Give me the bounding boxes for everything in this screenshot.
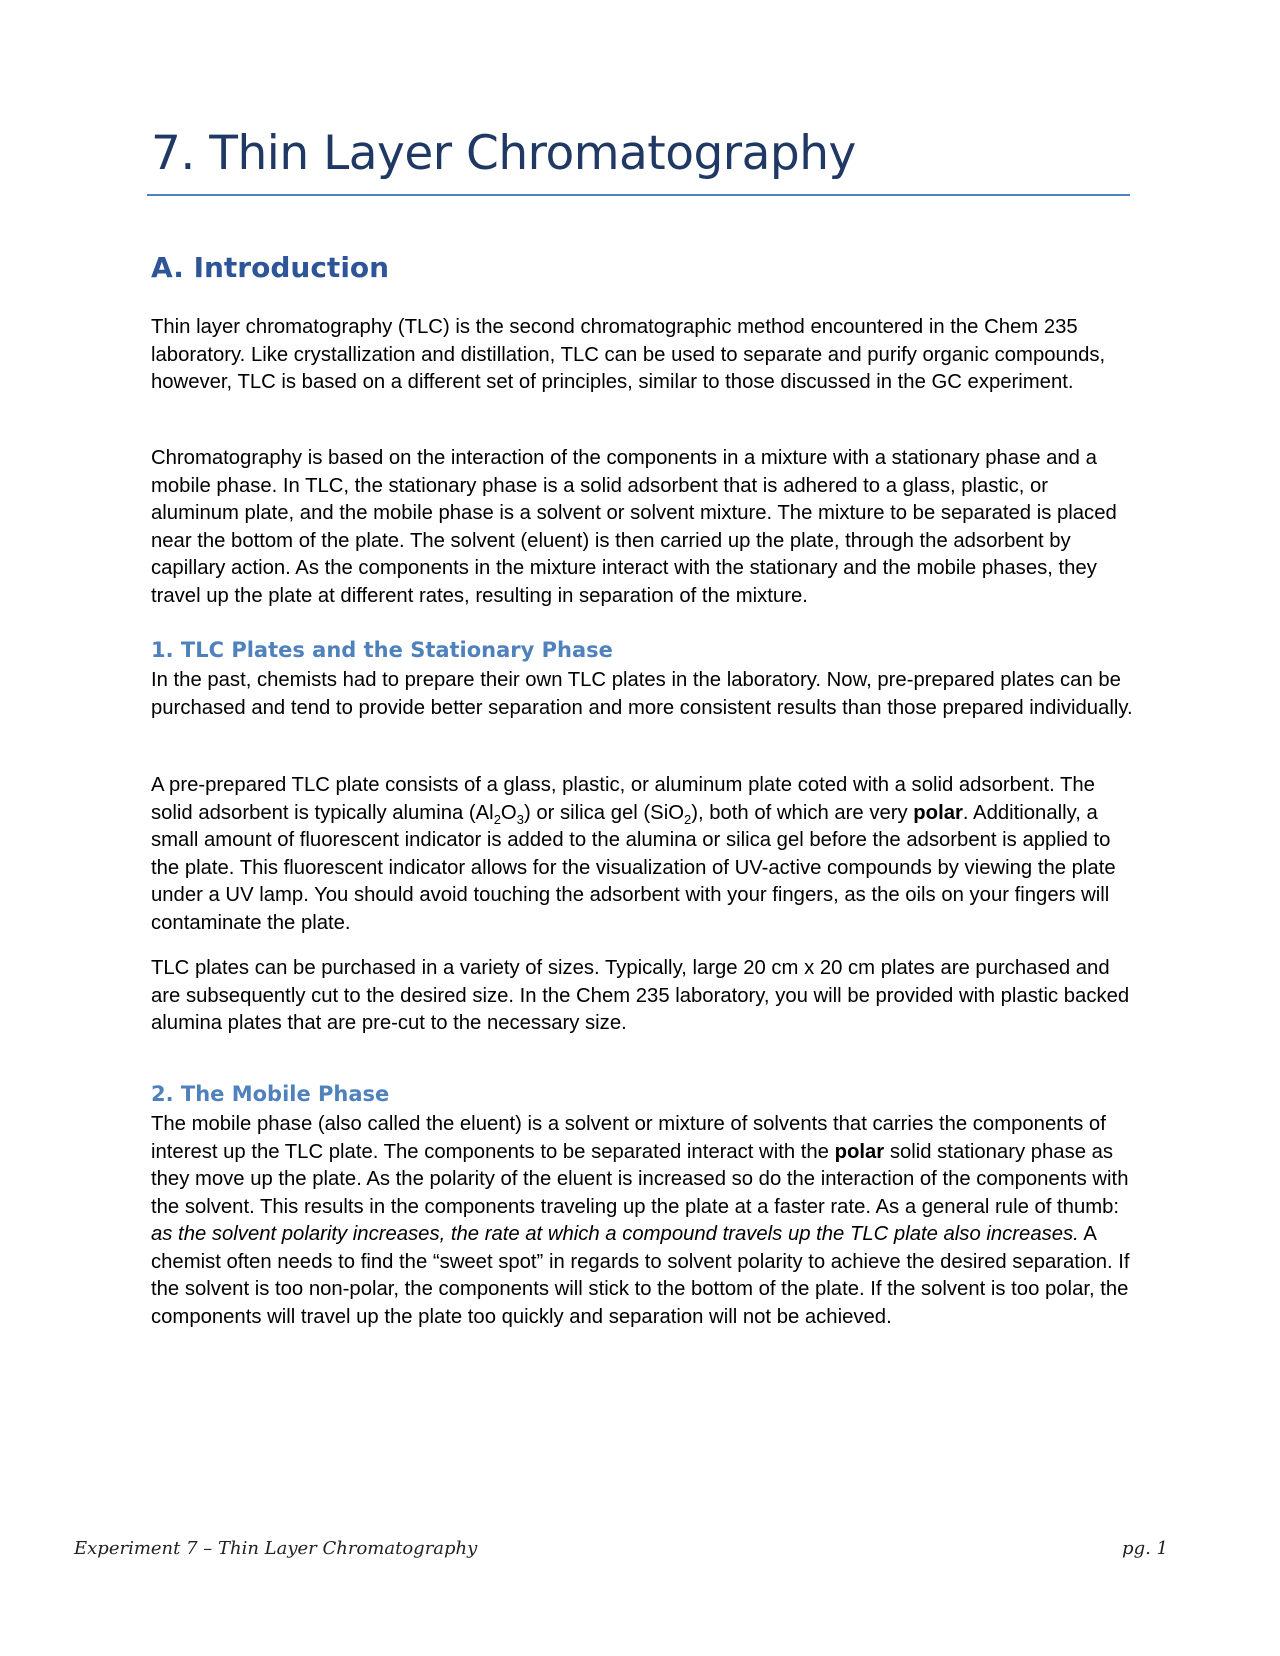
subscript: 3 <box>516 811 524 827</box>
subsection-heading-tlc-plates: 1. TLC Plates and the Stationary Phase <box>151 638 613 662</box>
text-run: . Additionally, a small amount of fluorescent indicator is added to the alumina or silica gel before the adsorbent is applied to the plate. This fluorescent indicator allows for the visualization of UV-active compounds by viewing the plate under a UV lamp. You should avoid touching the adsorbent with your fingers, as the oils on your fingers will contaminate the plate. <box>151 801 1116 934</box>
text-run: solid stationary phase as they move up the plate. As the polarity of the eluent is increased so do the interaction of the components with the solvent. This results in the components traveling up the plate at a faster rate. As a general rule of thumb: <box>151 1140 1129 1218</box>
subscript: 2 <box>683 811 692 827</box>
italic-rule-of-thumb: as the solvent polarity increases, the rate at which a compound travels up the TLC plate also increases. <box>151 1223 1079 1245</box>
page-title: 7. Thin Layer Chromatography <box>151 126 856 181</box>
text-run: ), both of which are very <box>691 801 914 824</box>
section-heading-introduction: A. Introduction <box>151 251 390 284</box>
tlc-plates-paragraph-2 <box>151 772 1136 937</box>
subscript: 2 <box>493 811 501 827</box>
intro-paragraph-2: Chromatography is based on the interaction of the components in a mixture with a stationary phase and a mobile phase. In TLC, the stationary phase is a solid adsorbent that is adhered to a glass, plastic, or aluminum plate, and the mobile phase is a solvent or solvent mixture. The mixture to be separated is placed near the bottom of the plate. The solvent (eluent) is then carried up the plate, through the adsorbent by capillary action. As the components in the mixture interact with the stationary and the mobile phases, they travel up the plate at different rates, resulting in separation of the mixture. <box>151 447 1117 607</box>
title-underline <box>147 194 1130 196</box>
subsection-heading-mobile-phase: 2. The Mobile Phase <box>151 1082 390 1106</box>
tlc-plates-paragraph-1: In the past, chemists had to prepare their own TLC plates in the laboratory. Now, pre-prepared plates can be purchased and tend to provide better separation and more consistent results than those prepared individually. <box>151 669 1133 719</box>
intro-paragraph-1: Thin layer chromatography (TLC) is the second chromatographic method encountered in the Chem 235 laboratory. Like crystallization and distillation, TLC can be used to separate and purify organic compounds, however, TLC is based on a different set of principles, similar to those discussed in the GC experiment. <box>151 316 1106 393</box>
tlc-plates-paragraph-3: TLC plates can be purchased in a variety of sizes. Typically, large 20 cm x 20 cm plates are purchased and are subsequently cut to the desired size. In the Chem 235 laboratory, you will be provided with plastic backed alumina plates that are pre-cut to the necessary size. <box>151 957 1130 1034</box>
footer-left: Experiment 7 – Thin Layer Chromatography <box>74 1538 478 1559</box>
bold-term-polar: polar <box>913 801 963 824</box>
text-run: ) or silica gel (SiO <box>523 801 684 824</box>
text-run: A pre-prepared TLC plate consists of a glass, plastic, or aluminum plate coted with a solid adsorbent. The solid adsorbent is typically alumina (Al <box>151 774 1095 824</box>
footer-page-number: pg. 1 <box>1122 1538 1168 1559</box>
text-run: The mobile phase (also called the eluent) is a solvent or mixture of solvents that carries the components of interest up the TLC plate. The components to be separated interact with the <box>151 1113 1106 1163</box>
text-run: A chemist often needs to find the “sweet spot” in regards to solvent polarity to achieve the desired separation. If the solvent is too non-polar, the components will stick to the bottom of the plate. If the solvent is too polar, the components will travel up the plate too quickly and separation will not be achieved. <box>151 1223 1130 1328</box>
text-run: O <box>500 801 517 824</box>
bold-term-polar: polar <box>834 1140 885 1163</box>
mobile-phase-paragraph <box>151 1111 1136 1331</box>
